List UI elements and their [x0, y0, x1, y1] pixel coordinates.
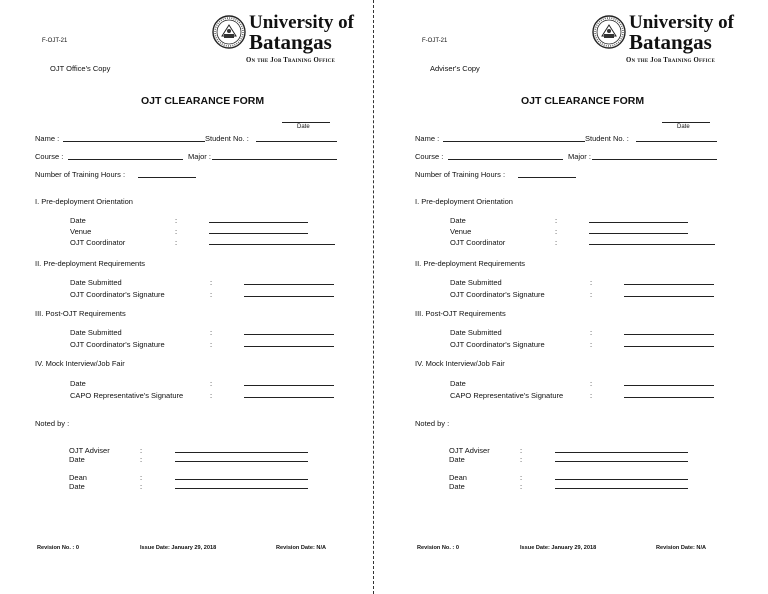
section-1-coordinator-line[interactable]	[209, 244, 335, 245]
section-4-date-label: Date	[450, 379, 466, 388]
date-line[interactable]	[282, 122, 330, 123]
cut-line-divider	[373, 0, 374, 594]
section-1-venue-label: Venue	[450, 227, 472, 236]
section-4-date-line[interactable]	[244, 385, 334, 386]
colon: :	[590, 379, 593, 388]
name-label: Name :	[35, 134, 60, 143]
section-4-signature-label: CAPO Representative's Signature	[450, 391, 564, 400]
course-line[interactable]	[68, 159, 183, 160]
section-2-signature-line[interactable]	[244, 296, 334, 297]
ojt-adviser-line[interactable]	[555, 452, 688, 453]
dean-date-line[interactable]	[175, 488, 308, 489]
copy-label: OJT Office's Copy	[50, 64, 111, 73]
section-4-signature-line[interactable]	[244, 397, 334, 398]
section-2-date-submitted-line[interactable]	[244, 284, 334, 285]
colon: :	[520, 446, 523, 455]
student-no-label: Student No. :	[205, 134, 249, 143]
section-3-signature-line[interactable]	[244, 346, 334, 347]
colon: :	[140, 473, 143, 482]
university-name-line1: University of	[249, 12, 355, 33]
section-1-venue-line[interactable]	[209, 233, 308, 234]
revision-number: Revision No. : 0	[417, 545, 459, 551]
dean-label: Dean	[449, 473, 467, 482]
course-label: Course :	[415, 152, 444, 161]
form-code: F-OJT-21	[42, 38, 68, 44]
colon: :	[590, 340, 593, 349]
form-title: OJT CLEARANCE FORM	[521, 95, 645, 107]
date-label: Date	[297, 124, 310, 130]
office-name: On the Job Training Office	[626, 57, 715, 64]
office-name: On the Job Training Office	[246, 57, 335, 64]
dean-date-label: Date	[449, 482, 465, 491]
major-line[interactable]	[212, 159, 337, 160]
revision-date: Revision Date: N/A	[276, 545, 327, 551]
section-1-title: I. Pre-deployment Orientation	[35, 197, 133, 206]
colon: :	[590, 290, 593, 299]
section-2-date-submitted-label: Date Submitted	[70, 278, 122, 287]
section-3-title: III. Post-OJT Requirements	[35, 309, 126, 318]
issue-date: Issue Date: January 29, 2018	[520, 545, 597, 551]
section-2-date-submitted-line[interactable]	[624, 284, 714, 285]
colon: :	[590, 278, 593, 287]
dean-line[interactable]	[175, 479, 308, 480]
university-seal-icon	[592, 15, 626, 49]
training-hours-label: Number of Training Hours :	[35, 170, 126, 179]
adviser-copy	[380, 0, 764, 594]
colon: :	[210, 391, 213, 400]
section-4-title: IV. Mock Interview/Job Fair	[35, 359, 125, 368]
section-1-coordinator-label: OJT Coordinator	[70, 238, 126, 247]
section-2-signature-line[interactable]	[624, 296, 714, 297]
section-1-coordinator-label: OJT Coordinator	[450, 238, 506, 247]
dean-date-line[interactable]	[555, 488, 688, 489]
colon: :	[210, 290, 213, 299]
colon: :	[210, 278, 213, 287]
section-2-title: II. Pre-deployment Requirements	[35, 259, 146, 268]
name-label: Name :	[415, 134, 440, 143]
section-1-date-line[interactable]	[589, 222, 688, 223]
section-3-signature-label: OJT Coordinator's Signature	[450, 340, 545, 349]
ojt-adviser-date-label: Date	[69, 455, 85, 464]
ojt-adviser-label: OJT Adviser	[69, 446, 110, 455]
section-1-date-line[interactable]	[209, 222, 308, 223]
student-no-line[interactable]	[256, 141, 337, 142]
major-label: Major :	[188, 152, 211, 161]
university-name-line2: Batangas	[629, 30, 712, 54]
ojt-adviser-line[interactable]	[175, 452, 308, 453]
section-2-signature-label: OJT Coordinator's Signature	[70, 290, 165, 299]
university-name-line1: University of	[629, 12, 735, 33]
section-2-signature-label: OJT Coordinator's Signature	[450, 290, 545, 299]
university-seal-icon	[212, 15, 246, 49]
colon: :	[590, 391, 593, 400]
major-line[interactable]	[592, 159, 717, 160]
student-no-line[interactable]	[636, 141, 717, 142]
colon: :	[140, 482, 143, 491]
form-code: F-OJT-21	[422, 38, 448, 44]
section-1-title: I. Pre-deployment Orientation	[415, 197, 513, 206]
colon: :	[520, 455, 523, 464]
training-hours-line[interactable]	[518, 177, 576, 178]
section-1-date-label: Date	[450, 216, 466, 225]
section-3-signature-label: OJT Coordinator's Signature	[70, 340, 165, 349]
colon: :	[210, 379, 213, 388]
training-hours-line[interactable]	[138, 177, 196, 178]
colon: :	[520, 473, 523, 482]
noted-by-label: Noted by :	[35, 419, 70, 428]
section-4-date-line[interactable]	[624, 385, 714, 386]
section-4-date-label: Date	[70, 379, 86, 388]
revision-number: Revision No. : 0	[37, 545, 79, 551]
section-1-date-label: Date	[70, 216, 86, 225]
section-2-date-submitted-label: Date Submitted	[450, 278, 502, 287]
section-4-title: IV. Mock Interview/Job Fair	[415, 359, 505, 368]
section-1-venue-label: Venue	[70, 227, 92, 236]
dean-date-label: Date	[69, 482, 85, 491]
university-name-line2: Batangas	[249, 30, 332, 54]
section-3-title: III. Post-OJT Requirements	[415, 309, 506, 318]
name-line[interactable]	[443, 141, 585, 142]
student-no-label: Student No. :	[585, 134, 629, 143]
date-label: Date	[677, 124, 690, 130]
section-3-date-submitted-line[interactable]	[624, 334, 714, 335]
section-3-date-submitted-label: Date Submitted	[450, 328, 502, 337]
form-title: OJT CLEARANCE FORM	[141, 95, 265, 107]
ojt-adviser-date-line[interactable]	[555, 461, 688, 462]
copy-label: Adviser's Copy	[430, 64, 480, 73]
ojt-adviser-date-label: Date	[449, 455, 465, 464]
dean-label: Dean	[69, 473, 87, 482]
date-line[interactable]	[662, 122, 710, 123]
major-label: Major :	[568, 152, 591, 161]
course-line[interactable]	[448, 159, 563, 160]
section-1-coordinator-line[interactable]	[589, 244, 715, 245]
colon: :	[175, 227, 178, 236]
colon: :	[210, 328, 213, 337]
colon: :	[175, 216, 178, 225]
course-label: Course :	[35, 152, 64, 161]
section-3-signature-line[interactable]	[624, 346, 714, 347]
ojt-adviser-date-line[interactable]	[175, 461, 308, 462]
dean-line[interactable]	[555, 479, 688, 480]
colon: :	[555, 227, 558, 236]
ojt-adviser-label: OJT Adviser	[449, 446, 490, 455]
noted-by-label: Noted by :	[415, 419, 450, 428]
section-1-venue-line[interactable]	[589, 233, 688, 234]
colon: :	[140, 455, 143, 464]
section-4-signature-line[interactable]	[624, 397, 714, 398]
revision-date: Revision Date: N/A	[656, 545, 707, 551]
section-4-signature-label: CAPO Representative's Signature	[70, 391, 184, 400]
colon: :	[140, 446, 143, 455]
colon: :	[555, 238, 558, 247]
issue-date: Issue Date: January 29, 2018	[140, 545, 217, 551]
colon: :	[210, 340, 213, 349]
section-3-date-submitted-label: Date Submitted	[70, 328, 122, 337]
colon: :	[520, 482, 523, 491]
name-line[interactable]	[63, 141, 205, 142]
section-2-title: II. Pre-deployment Requirements	[415, 259, 526, 268]
colon: :	[175, 238, 178, 247]
section-3-date-submitted-line[interactable]	[244, 334, 334, 335]
colon: :	[590, 328, 593, 337]
training-hours-label: Number of Training Hours :	[415, 170, 506, 179]
colon: :	[555, 216, 558, 225]
